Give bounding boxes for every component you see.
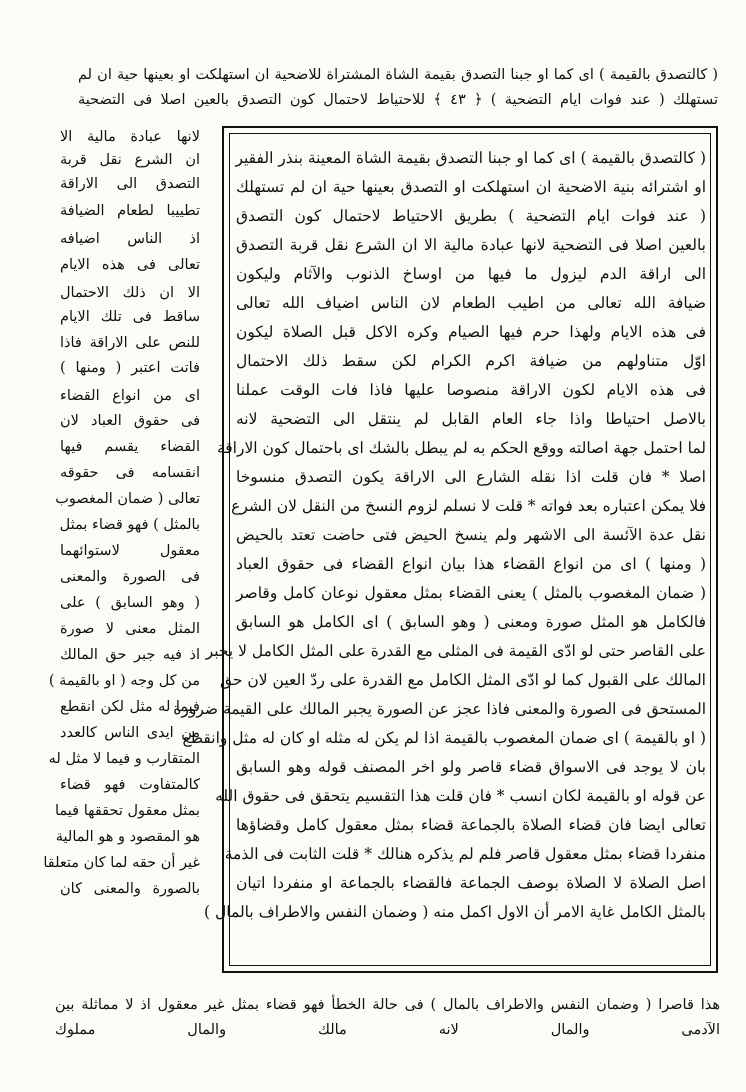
side-line: ساقط فى تلك الايام <box>60 309 200 325</box>
side-line: تعالى فى هذه الايام <box>60 257 200 273</box>
side-line: اذ الناس اضيافه <box>60 231 200 247</box>
box-line: اصل الصلاة لا الصلاة بوصف الجماعة فالقضاء بالجماعة او منفردا اتيان <box>236 874 706 892</box>
side-line: الا ان ذلك الاحتمال <box>60 285 200 301</box>
side-line: اى من انواع القضاء <box>60 388 200 404</box>
side-line: هو المقصود و هو المالية <box>55 829 200 845</box>
side-line: فاتت اعتبر ( ومنها ) <box>60 360 200 376</box>
footer-line-1: هذا قاصرا ( وضمان النفس والاطراف بالمال ) فى حالة الخطأ فهو قضاء بمثل غير معقول اذ لا مماثلة بين <box>55 997 720 1013</box>
side-line: من ايدى الناس كالعدد <box>60 725 200 741</box>
side-line: ( وهو السابق ) على <box>60 595 200 611</box>
box-line: نقل عدة الآئسة الى الاشهر ولم ينسخ الحيض فتى حاضت تعتد بالحيض <box>236 526 706 544</box>
box-line: منفردا قضاء بمثل معقول قاصر فلم لم يذكره هنالك * قلت الثابت فى الذمة <box>224 845 706 863</box>
box-line: ( ومنها ) اى من انواع القضاء هذا بيان انواع القضاء فى حقوق العباد <box>236 555 706 573</box>
side-line: للنص على الاراقة فاذا <box>60 335 200 351</box>
box-line: او اشترائه بنية الاضحية ان استهلكت او التصدق بعينها حية ان لم تستهلك <box>236 178 706 196</box>
side-line: ان الشرع نقل قربة <box>60 152 200 168</box>
box-line: ( او بالقيمة ) اى ضمان المغصوب بالقيمة اذا لم يكن له مثله او كان له مثل وانقطع <box>182 729 706 747</box>
side-line: فى حقوق العباد لان <box>60 413 200 429</box>
box-line: ضيافة الله تعالى من اطيب الطعام لان الناس اضياف الله تعالى <box>236 294 706 312</box>
side-line: انقسامه فى حقوقه <box>60 465 200 481</box>
box-line: بالاصل احتياطا واذا جاء العام القابل لم ينتقل الى التضحية لانه <box>236 410 706 428</box>
box-line: على القاصر حتى لو ادّى القيمة فى المثلى مع القدرة على المثل الكامل لا يجبر <box>205 642 706 660</box>
side-line: فيما له مثل لكن انقطع <box>60 699 200 715</box>
side-line: القضاء يقسم فيها <box>60 439 200 455</box>
box-line: ( ضمان المغصوب بالمثل ) يعنى القضاء بمثل معقول نوعان كامل وقاصر <box>236 584 706 602</box>
commentary-frame-inner <box>173 133 711 966</box>
box-line: ( كالتصدق بالقيمة ) اى كما او جبنا التصدق بقيمة الشاة المعينة بنذر الفقير <box>235 149 706 167</box>
header-line-1: ( كالتصدق بالقيمة ) اى كما او جبنا التصدق بقيمة الشاة المشتراة للاضحية ان استهلكت او بعينها حية ان لم <box>78 67 718 83</box>
box-line: ( عند فوات ايام التضحية ) بطريق الاحتياط لاحتمال كون التصدق <box>236 207 706 225</box>
header-line-2: تستهلك ( عند فوات ايام التضحية ) ﴿ ٤٣ ﴾ للاحتياط لاحتمال كون التصدق بالعين اصلا فى التضحية <box>78 92 719 108</box>
side-line: بالصورة والمعنى كان <box>60 881 200 897</box>
box-line: اصلا * فان قلت اذا نقله الشارع الى الاراقة يكون التصدق منسوخا <box>236 468 706 486</box>
box-line: المستحق فى الصورة والمعنى فاذا عجز عن الصورة يجبر المالك على القيمة ضرورة <box>173 700 706 718</box>
footer-line-2: الآدمى والمال لانه مالك والمال مملوك <box>55 1022 720 1038</box>
side-line: اذ فيه جبر حق المالك <box>60 647 200 663</box>
box-line: تعالى ايضا فان قضاء الصلاة بالجماعة قضاء بمثل معقول كامل وقضاؤها <box>236 816 706 834</box>
side-line: بالمثل ) فهو قضاء بمثل <box>59 517 200 533</box>
box-line: عن قوله او بالقيمة لكان انسب * فان قلت هذا التقسيم يتحقق فى حقوق الله <box>215 787 706 805</box>
box-line: فالكامل هو المثل صورة ومعنى ( وهو السابق ) اى الكامل هو السابق <box>236 613 706 631</box>
box-line: فى هذه الايام ولهذا حرم فيها الصيام وكره الاكل قبل الصلاة ليكون <box>236 323 706 341</box>
side-line: المثل معنى لا صورة <box>60 621 200 637</box>
side-line: كالمتفاوت فهو قضاء <box>60 777 200 793</box>
side-line: معقول لاستوائهما <box>60 543 200 559</box>
box-line: فلا يمكن اعتباره بعد فواته * قلت لا نسلم لزوم النسخ من النقل لان الشرع <box>231 497 706 515</box>
box-line: بان لا يوجد فى الاسواق قضاء قاصر ولو اخر المصنف قوله وهو السابق <box>236 758 706 776</box>
side-line: غير أن حقه لما كان متعلقا <box>43 855 200 871</box>
side-line: المتقارب و فيما لا مثل له <box>48 751 200 767</box>
side-line: بمثل معقول تحققها فيما <box>55 803 200 819</box>
side-line: من كل وجه ( او بالقيمة ) <box>48 673 200 689</box>
box-line: فى هذه الايام لكون الاراقة منصوصا عليها فاذا فات الوقت عملنا <box>236 381 706 399</box>
side-line: فى الصورة والمعنى <box>60 569 200 585</box>
box-line: بالمثل الكامل غاية الامر أن الاول اكمل منه ( وضمان النفس والاطراف بالمال ) <box>204 903 706 921</box>
side-line: التصدق الى الاراقة <box>60 176 200 192</box>
box-line: اوّل متناولهم من ضيافة اكرم الكرام لكن سقط ذلك الاحتمال <box>236 352 706 370</box>
box-line: المالك على القبول كما لو ادّى المثل الكامل مع القدرة على ردّ العين لان حق <box>219 671 706 689</box>
box-line: بالعين اصلا فى التضحية لانها عبادة مالية الا ان الشرع نقل قربة التصدق <box>236 236 706 254</box>
side-line: تعالى ( ضمان المغصوب <box>55 491 200 507</box>
side-line: لانها عبادة مالية الا <box>60 129 200 145</box>
side-line: تطييبا لطعام الضيافة <box>60 203 200 219</box>
box-line: الى اراقة الدم ليزول ما فيها من اوساخ الذنوب والآثام وليكون <box>236 265 706 283</box>
box-line: لما احتمل جهة اصالته ووقع الحكم به لم يبطل بالشك اى باحتمال كون الاراقة <box>216 439 706 457</box>
